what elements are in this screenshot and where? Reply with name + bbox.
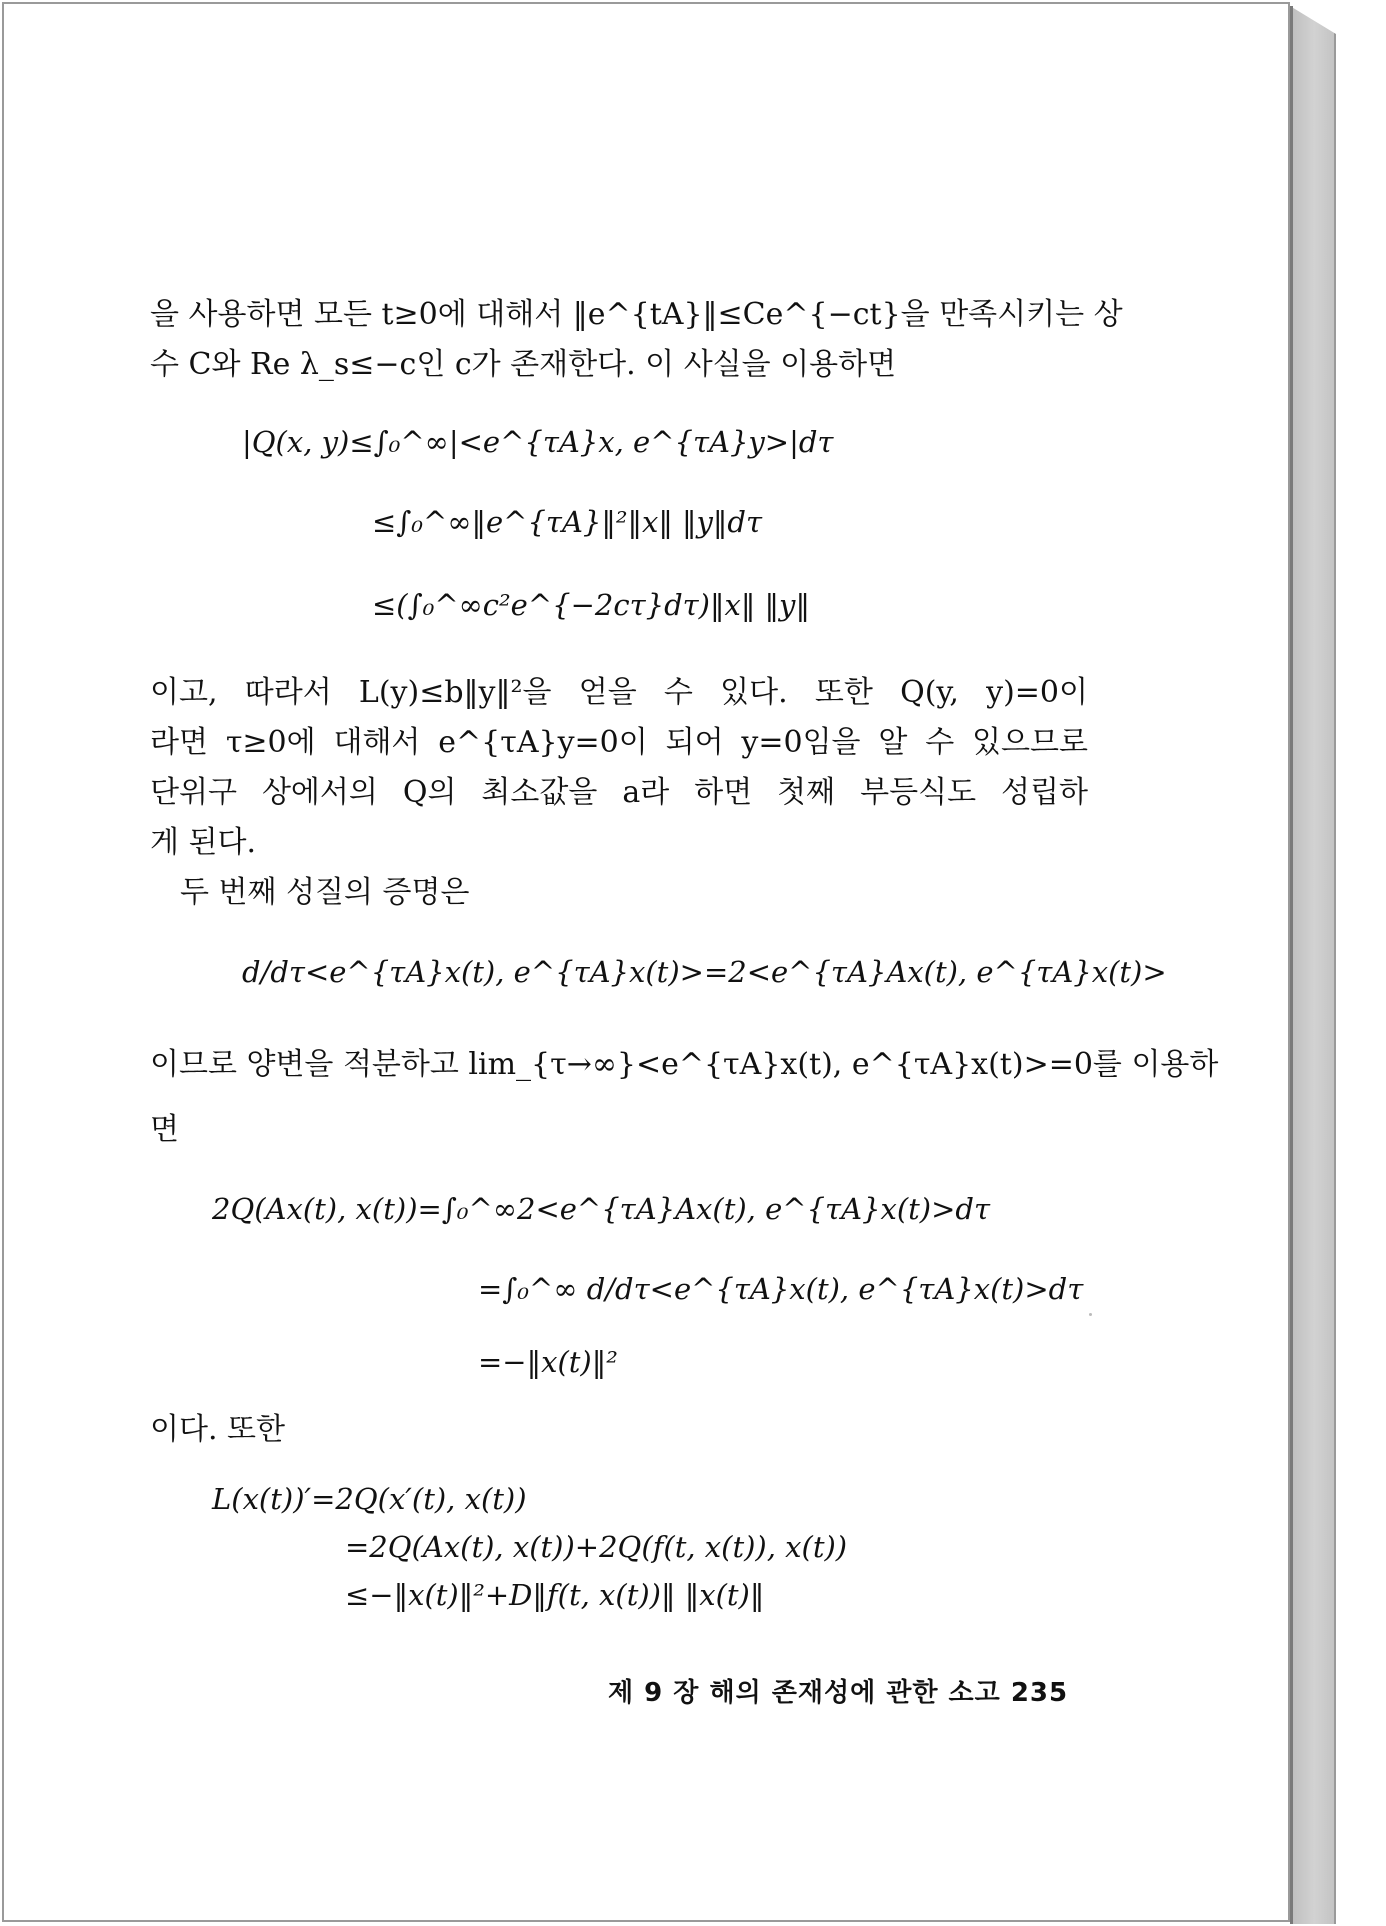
equation-l-2: =2Q(Ax(t), x(t))+2Q(f(t, x(t)), x(t)) [345,1530,848,1564]
equation-2q-3: =−‖x(t)‖² [478,1345,618,1379]
text-line-8: 이므로 양변을 적분하고 lim_{τ→∞}<e^{τA}x(t), e^{τA}x(t)>=0를 이용하 [150,1047,1219,1082]
text-line-6: 게 된다. [150,825,257,860]
text-line-2: 수 C와 Re λ_s≤−c인 c가 존재한다. 이 사실을 이용하면 [150,347,897,382]
equation-2q-1: 2Q(Ax(t), x(t))=∫₀^∞2<e^{τA}Ax(t), e^{τA}x(t)>dτ [212,1192,991,1226]
text-line-10: 이다. 또한 [150,1412,285,1447]
scan-speck [1089,1313,1092,1316]
equation-q-bound-3: ≤(∫₀^∞c²e^{−2cτ}dτ)‖x‖ ‖y‖ [372,588,810,622]
text-line-3: 이고, 따라서 L(y)≤b‖y‖²을 얻을 수 있다. 또한 Q(y, y)=0이 [150,675,1088,710]
text-line-9: 면 [150,1112,179,1147]
text-line-7: 두 번째 성질의 증명은 [180,875,470,910]
text-line-4: 라면 τ≥0에 대해서 e^{τA}y=0이 되어 y=0임을 알 수 있으므로 [150,725,1088,760]
equation-q-bound-1: |Q(x, y)≤∫₀^∞|<e^{τA}x, e^{τA}y>|dτ [242,425,834,459]
equation-derivative: d/dτ<e^{τA}x(t), e^{τA}x(t)>=2<e^{τA}Ax(t), e^{τA}x(t)> [242,955,1167,989]
equation-l-3: ≤−‖x(t)‖²+D‖f(t, x(t))‖ ‖x(t)‖ [345,1578,765,1612]
text-line-1: 을 사용하면 모든 t≥0에 대해서 ‖e^{tA}‖≤Ce^{−ct}을 만족시키는 상 [150,297,1123,332]
equation-2q-2: =∫₀^∞ d/dτ<e^{τA}x(t), e^{τA}x(t)>dτ [478,1272,1084,1306]
text-line-5: 단위구 상에서의 Q의 최소값을 a라 하면 첫째 부등식도 성립하 [150,775,1088,810]
page-footer: 제 9 장 해의 존재성에 관한 소고 235 [608,1678,1069,1708]
equation-l-1: L(x(t))′=2Q(x′(t), x(t)) [212,1482,527,1516]
page-edge-line [1290,6,1293,1924]
equation-q-bound-2: ≤∫₀^∞‖e^{τA}‖²‖x‖ ‖y‖dτ [372,505,763,539]
page-stack-edge [1290,6,1336,1924]
